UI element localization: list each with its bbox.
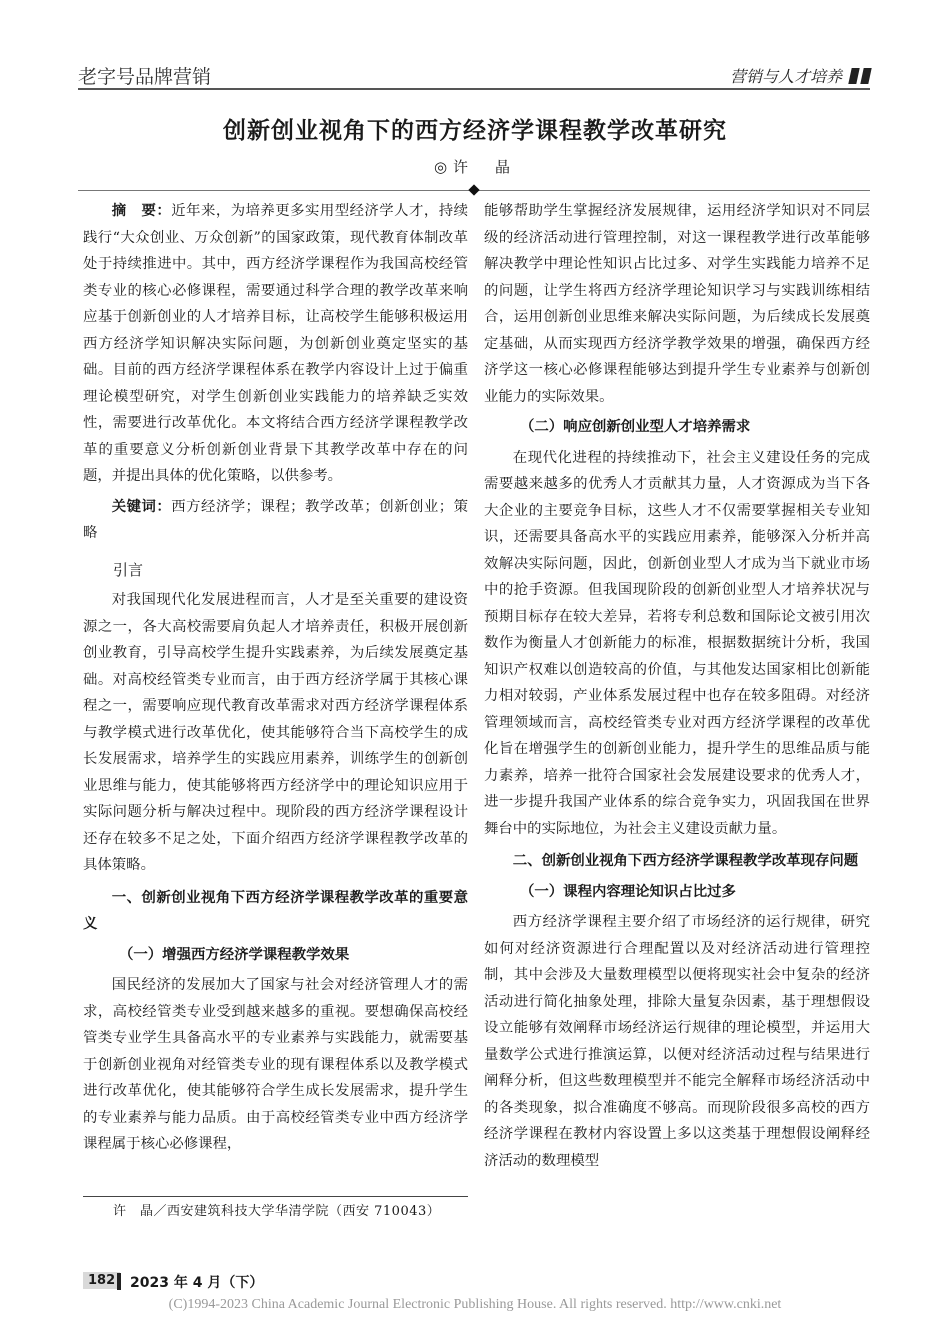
section1-sub1-paragraph: 国民经济的发展加大了国家与社会对经济管理人才的需求，高校经管类专业受到越来越多的重视。要想确保高校经管类专业学生具备高水平的专业素养与实践能力，就需要基于创新创业视角对经管类专业的现有课程体系以及教学模式进行改革优化，使其能够符合学生成长发展需求，提升学生的专业素养与能力品质。由于高校经管类专业中西方经济学课程属于核心必修课程， [83,977,468,1152]
section2-sub1-heading: （一）课程内容理论知识占比过多 [520,883,736,900]
abstract-label: 摘 要： [111,203,172,219]
section-bars-icon [850,68,870,84]
section-label [730,64,870,87]
issue-date: 2023 年 4 月（下） [130,1275,264,1291]
section1-heading: 一、创新创业视角下西方经济学课程教学改革的重要意义 [83,889,468,932]
footnote-rule [83,1196,468,1197]
page-bar [117,1273,121,1290]
diamond-icon [468,184,479,195]
page-number: 182 [83,1272,120,1289]
copyright-notice: (C)1994-2023 China Academic Journal Electronic Publishing House. All rights reserved. http://www.cnki.net [168,1297,782,1312]
section1-sub2-paragraph: 在现代化进程的持续推动下，社会主义建设任务的完成需要越来越多的优秀人才贡献其力量，人才资源成为当下各大企业的主要竞争目标，这些人才不仅需要掌握相关专业知识，还需要具备高水平的实践应用素养，能够深入分析并高效解决实际问题，因此，创新创业型人才成为当下就业市场中的抢手资源。但我国现阶段的创新创业型人才培养状况与预期目标存在较大差异，若将专利总数和国际论文被引用次数作为衡量人才创新能力的标准，根据数据统计分析，我国知识产权难以创造较高的价值，与其他发达国家相比创新能力相对较弱，产业体系发展过程中也存在较多阻碍。对经济管理领域而言，高校经管类专业对西方经济学课程的改革优化旨在增强学生的创新创业能力，提升学生的思维品质与能力素养，培养一批符合国家社会发展建设要求的优秀人才，进一步提升我国产业体系的综合竞争实力，巩固我国在世界舞台中的实际地位，为社会主义建设贡献力量。 [484,449,870,837]
journal-name: 老字号品牌营销 [78,66,212,88]
section1-sub1-paragraph-continued: 能够帮助学生掌握经济发展规律，运用经济学知识对不同层级的经济活动进行管理控制，对这一课程教学进行改革能够解决教学中理论性知识占比过多、对学生实践能力培养不足的问题，让学生将西方经济学理论知识学习与实践训练相结合，运用创新创业思维来解决实际问题，为后续成长发展奠定基础，从而实现西方经济学教学效果的增强，确保西方经济学这一核心必修课程能够达到提升学生专业素养与创新创业能力的实际效果。 [484,203,870,405]
section1-sub2-heading: （二）响应创新创业型人才培养需求 [520,419,751,435]
article-title: 创新创业视角下的西方经济学课程教学改革研究 [223,118,727,144]
keywords-label: 关键词： [111,498,172,515]
left-column [83,198,468,1158]
section2-sub1-paragraph: 西方经济学课程主要介绍了市场经济的运行规律，研究如何对经济资源进行合理配置以及对经济活动进行管理控制，其中会涉及大量数理模型以便将现实社会中复杂的经济活动进行简化抽象处理，排除大量复杂因素，基于理想假设设立能够有效阐释市场经济运行规律的理论模型，并运用大量数学公式进行推演运算，以便对经济活动过程与结果进行阐释分析，但这些数理模型并不能完全解释市场经济活动中的各类现象，拟合准确度不够高。而现阶段很多高校的西方经济学课程在教材内容设置上多以这类基于理想假设阐释经济活动的数理模型 [484,914,870,1169]
article-author: ◎许 晶 [433,158,517,176]
section-label-text: 营销与人才培养 [729,67,842,86]
intro-paragraph: 对我国现代化发展进程而言，人才是至关重要的建设资源之一，各大高校需要肩负起人才培养责任，积极开展创新创业教育，引导高校学生提升实践素养，为后续发展奠定基础。对高校经管类专业而言，由于西方经济学属于其核心课程之一，需要响应现代教育改革需求对西方经济学课程体系与教学模式进行改革优化，使其能够符合当下高校学生的成长发展需求，培养学生的实践应用素养，训练学生的创新创业思维与能力，使其能够将西方经济学中的理论知识应用于实际问题分析与解决过程中。现阶段的西方经济学课程设计还存在较多不足之处，下面介绍西方经济学课程教学改革的具体策略。 [83,592,468,873]
abstract-text: 近年来，为培养更多实用型经济学人才，持续践行“大众创业、万众创新”的国家政策，现代教育体制改革处于持续推进中。其中，西方经济学课程作为我国高校经管类专业的核心必修课程，需要通过科学合理的教学改革来响应基于创新创业的人才培养目标，让高校学生能够积极运用西方经济学知识解决实际问题，为创新创业奠定坚实的基础。目前的西方经济学课程体系在教学内容设计上过于偏重理论模型研究，对学生创新创业实践能力的培养缺乏实效性，需要进行改革优化。本文将结合西方经济学课程教学改革的重要意义分析创新创业背景下其教学改革中存在的问题，并提出具体的优化策略，以供参考。 [83,203,468,484]
keywords-text: 西方经济学；课程；教学改革；创新创业；策略 [83,498,468,541]
right-column [484,198,870,1174]
intro-heading: 引言 [113,560,144,579]
header-rule [78,88,870,90]
section1-sub1-heading: （一）增强西方经济学课程教学效果 [119,946,350,963]
abstract [83,198,468,547]
author-footnote: 许 晶／西安建筑科技大学华清学院（西安 710043） [113,1204,441,1219]
section2-heading: 二、创新创业视角下西方经济学课程教学改革现存问题 [512,853,859,869]
